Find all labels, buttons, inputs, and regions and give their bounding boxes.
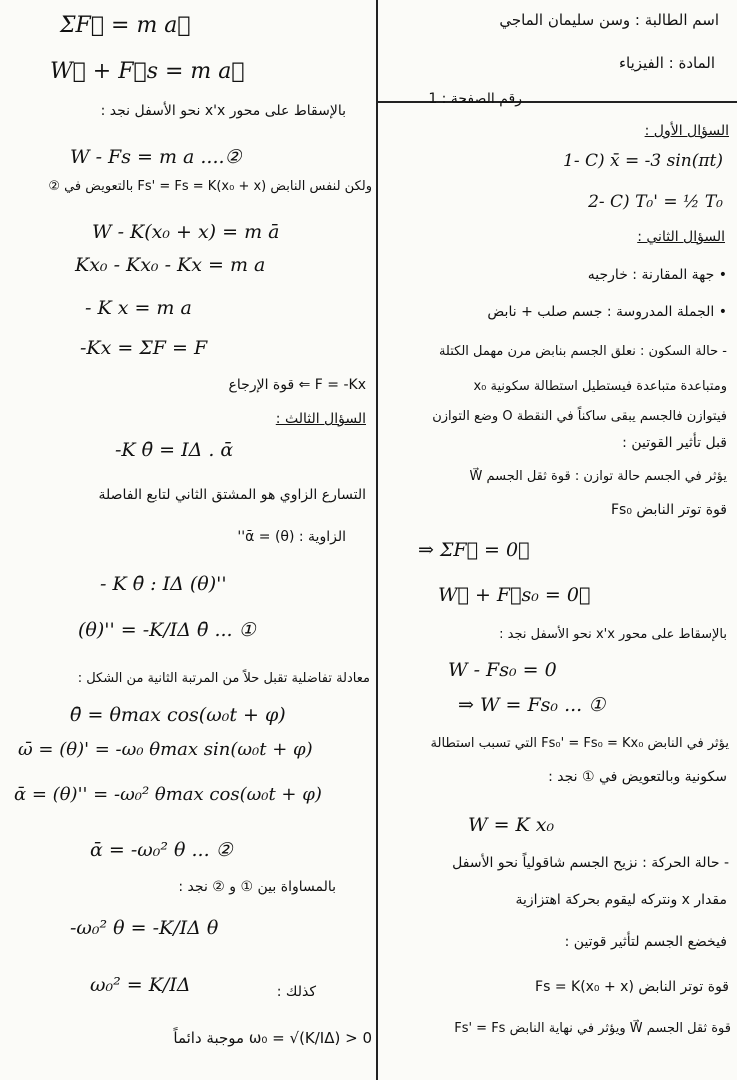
q1-answer-1: 1- C) x̄ = -3 sin(πt) [563, 151, 723, 171]
text-line: كذلك : [276, 984, 316, 1000]
right-column [378, 0, 737, 1080]
student-name: اسم الطالبة : وسن سليمان الماجي [499, 11, 719, 29]
text-line: يؤثر في الجسم حالة توازن : قوة ثقل الجسم W⃗ [469, 469, 727, 484]
equation: ⇒ ΣF⃗ = 0⃗ [418, 539, 530, 561]
text-line: ω₀ = √(K/IΔ) > 0 موجبة دائماً [173, 1029, 372, 1047]
text-line: بالإسقاط على محور x'x نحو الأسفل نجد : [100, 103, 346, 119]
text-line: يؤثر في النابض Fs₀' = Fs₀ = Kx₀ التي تسبب استطالة [430, 736, 729, 751]
text-line: ولكن لنفس النابض Fs' = Fs = K(x₀ + x) بالتعويض في ② [48, 179, 372, 194]
equation: ω₀² = K/IΔ [90, 974, 191, 996]
text-line: التسارع الزاوي هو المشتق الثاني لتابع الفاصلة [98, 487, 366, 503]
equation: - K θ̄ : IΔ (θ)'' [100, 573, 227, 595]
text-line: F = -Kx ⇐ قوة الإرجاع [228, 377, 366, 393]
text-line: معادلة تفاضلية تقبل حلاً من المرتبة الثانية من الشكل : [77, 671, 370, 686]
equation: -ω₀² θ = -K/IΔ θ [70, 917, 219, 939]
text-line: الزاوية : ᾱ = (θ)'' [237, 529, 346, 545]
text-line: - حالة السكون : نعلق الجسم بنابض مرن مهمل الكتلة [438, 344, 727, 359]
text-line: - حالة الحركة : نزيح الجسم شاقولياً نحو الأسفل [452, 855, 729, 871]
text-line: قبل تأثير القوتين : [622, 435, 727, 451]
equation: - K x = m a [85, 297, 192, 319]
equation: W⃗ + F⃗s = m a⃗ [50, 59, 245, 84]
text-line: ومتباعدة متباعدة فيستطيل استطالة سكونية x₀ [473, 379, 727, 394]
equation: W - Fs = m a ....② [70, 146, 242, 168]
text-line: • الجملة المدروسة : جسم صلب + نابض [487, 304, 727, 320]
text-line: مقدار x ونتركه ليقوم بحركة اهتزازية [515, 892, 727, 908]
text-line: • جهة المقارنة : خارجيه [587, 267, 727, 283]
q1-answer-2: 2- C) T₀' = ½ T₀ [588, 192, 723, 212]
q3-heading: السؤال الثالث : [275, 411, 366, 427]
q2-heading: السؤال الثاني : [637, 229, 725, 245]
equation: Kx₀ - Kx₀ - Kx = m a [75, 254, 266, 276]
text-line: فيخضع الجسم لتأثير قوتين : [564, 934, 727, 950]
equation: ⇒ W = Fs₀ ... ① [458, 694, 606, 716]
equation: ΣF⃗ = m a⃗ [60, 13, 191, 38]
equation: W = K x₀ [468, 814, 555, 836]
text-line: فيتوازن فالجسم يبقى ساكناً في النقطة O وضع التوازن [432, 409, 727, 424]
subject: المادة : الفيزياء [618, 54, 715, 72]
text-line: قوة توتر النابض Fs₀ [610, 502, 727, 518]
equation: ᾱ = -ω₀² θ ... ② [90, 839, 233, 861]
equation: ω̄ = (θ)' = -ω₀ θmax sin(ω₀t + φ) [18, 739, 313, 760]
equation: W - Fs₀ = 0 [448, 659, 557, 681]
text-line: قوة ثقل الجسم W⃗ ويؤثر في نهاية النابض Fs' = Fs [454, 1021, 731, 1036]
text-line: قوة توتر النابض Fs = K(x₀ + x) [535, 979, 729, 995]
text-line: سكونية وبالتعويض في ① نجد : [548, 769, 727, 785]
text-line: بالإسقاط على محور x'x نحو الأسفل نجد : [499, 627, 727, 642]
equation: W - K(x₀ + x) = m ā [92, 221, 280, 243]
equation: -Kx = ΣF = F [80, 337, 208, 359]
equation: W⃗ + F⃗s₀ = 0⃗ [438, 584, 591, 606]
text-line: بالمساواة بين ① و ② نجد : [178, 879, 336, 895]
equation: -K θ̄ = IΔ . ᾱ [115, 439, 234, 461]
equation: (θ)'' = -K/IΔ θ̄ ... ① [78, 619, 256, 641]
q1-heading: السؤال الأول : [644, 123, 729, 139]
equation: θ̄ = θmax cos(ω₀t + φ) [70, 704, 286, 726]
equation: ᾱ = (θ)'' = -ω₀² θmax cos(ω₀t + φ) [14, 784, 322, 805]
page-number: رقم الصفحة : 1 [428, 91, 522, 107]
